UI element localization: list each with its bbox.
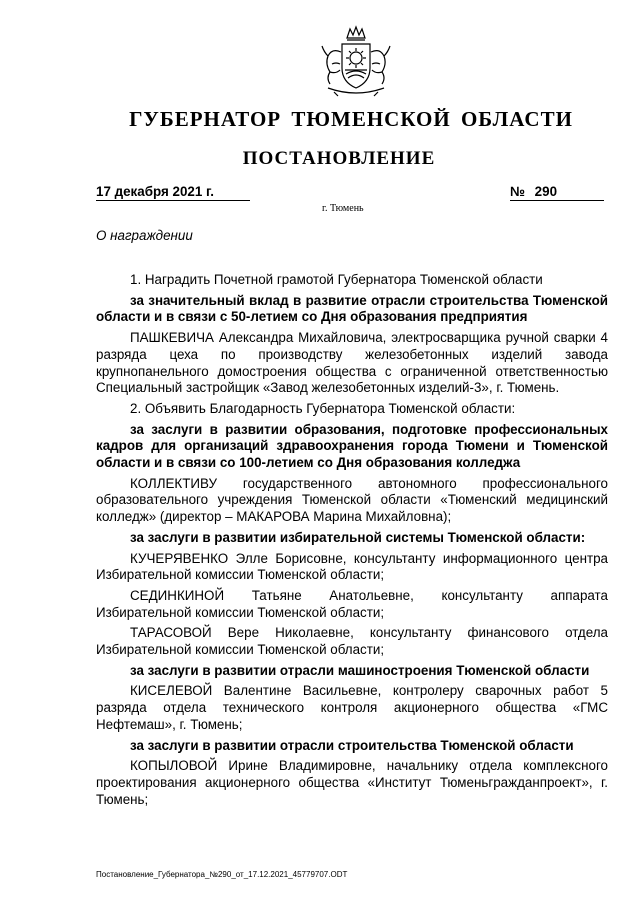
paragraph: КИСЕЛЕВОЙ Валентине Васильевне, контролеру сварочных работ 5 разряда отдела технического контроля акционерного общества «ГМС Нефтемаш», г. Тюмень;: [96, 683, 608, 732]
paragraph: КОЛЛЕКТИВУ государственного автономного профессионального образовательного учреждения Тюменской области «Тюменский медицинский колледж» (директор – МАКАРОВА Марина Михайловна);: [96, 475, 608, 525]
number-label: №: [510, 184, 525, 199]
city-label: г. Тюмень: [322, 203, 364, 214]
paragraph: ПАШКЕВИЧА Александра Михайловича, электросварщика ручной сварки 4 разряда цеха по производству железобетонных изделий завода крупнопанельного домостроения общества с ограниченной ответственностью Специальный застройщик «Завод железобетонных изделий-3», г. Тюмень.: [96, 330, 608, 396]
authority-title: ГУБЕРНАТОР ТЮМЕНСКОЙ ОБЛАСТИ: [129, 107, 573, 131]
coat-of-arms-emblem: [312, 24, 400, 100]
file-footer: Постановление_Губернатора_№290_от_17.12.2021_45779707.ODT: [96, 870, 348, 879]
paragraph: 1. Наградить Почетной грамотой Губернатора Тюменской области: [130, 272, 543, 287]
paragraph: ТАРАСОВОЙ Вере Николаевне, консультанту финансового отдела Избирательной комиссии Тюменской области;: [96, 625, 608, 658]
paragraph: 2. Объявить Благодарность Губернатора Тюменской области:: [130, 400, 516, 416]
paragraph-bold: за заслуги в развитии образования, подготовке профессиональных кадров для организаций здравоохранения города Тюмени и Тюменской области и в связи со 100-летием со Дня образования колледжа: [96, 421, 608, 471]
paragraph-bold: за заслуги в развитии отрасли машиностроения Тюменской области: [130, 662, 590, 678]
paragraph: СЕДИНКИНОЙ Татьяне Анатольевне, консультанту аппарата Избирательной комиссии Тюменской области;: [96, 587, 608, 620]
subject-line: О награждении: [96, 228, 193, 243]
document-date: 17 декабря 2021 г.: [96, 184, 250, 201]
document-number: 290: [534, 184, 558, 199]
paragraph-bold: за заслуги в развитии избирательной системы Тюменской области:: [130, 529, 586, 545]
paragraph: КУЧЕРЯВЕНКО Элле Борисовне, консультанту информационного центра Избирательной комиссии Тюменской области;: [96, 550, 608, 583]
paragraph-bold: за заслуги в развитии отрасли строительства Тюменской области: [130, 737, 574, 753]
document-body: [96, 272, 608, 812]
paragraph-bold: за значительный вклад в развитие отрасли строительства Тюменской области и в связи с 50-летием со Дня образования предприятия: [96, 292, 608, 325]
paragraph: КОПЫЛОВОЙ Ирине Владимировне, начальнику отдела комплексного проектирования акционерного общества «Институт Тюменьгражданпроект», г. Тюмень;: [96, 758, 608, 807]
document-number-field: [510, 184, 604, 201]
document-type-title: ПОСТАНОВЛЕНИЕ: [242, 148, 436, 169]
